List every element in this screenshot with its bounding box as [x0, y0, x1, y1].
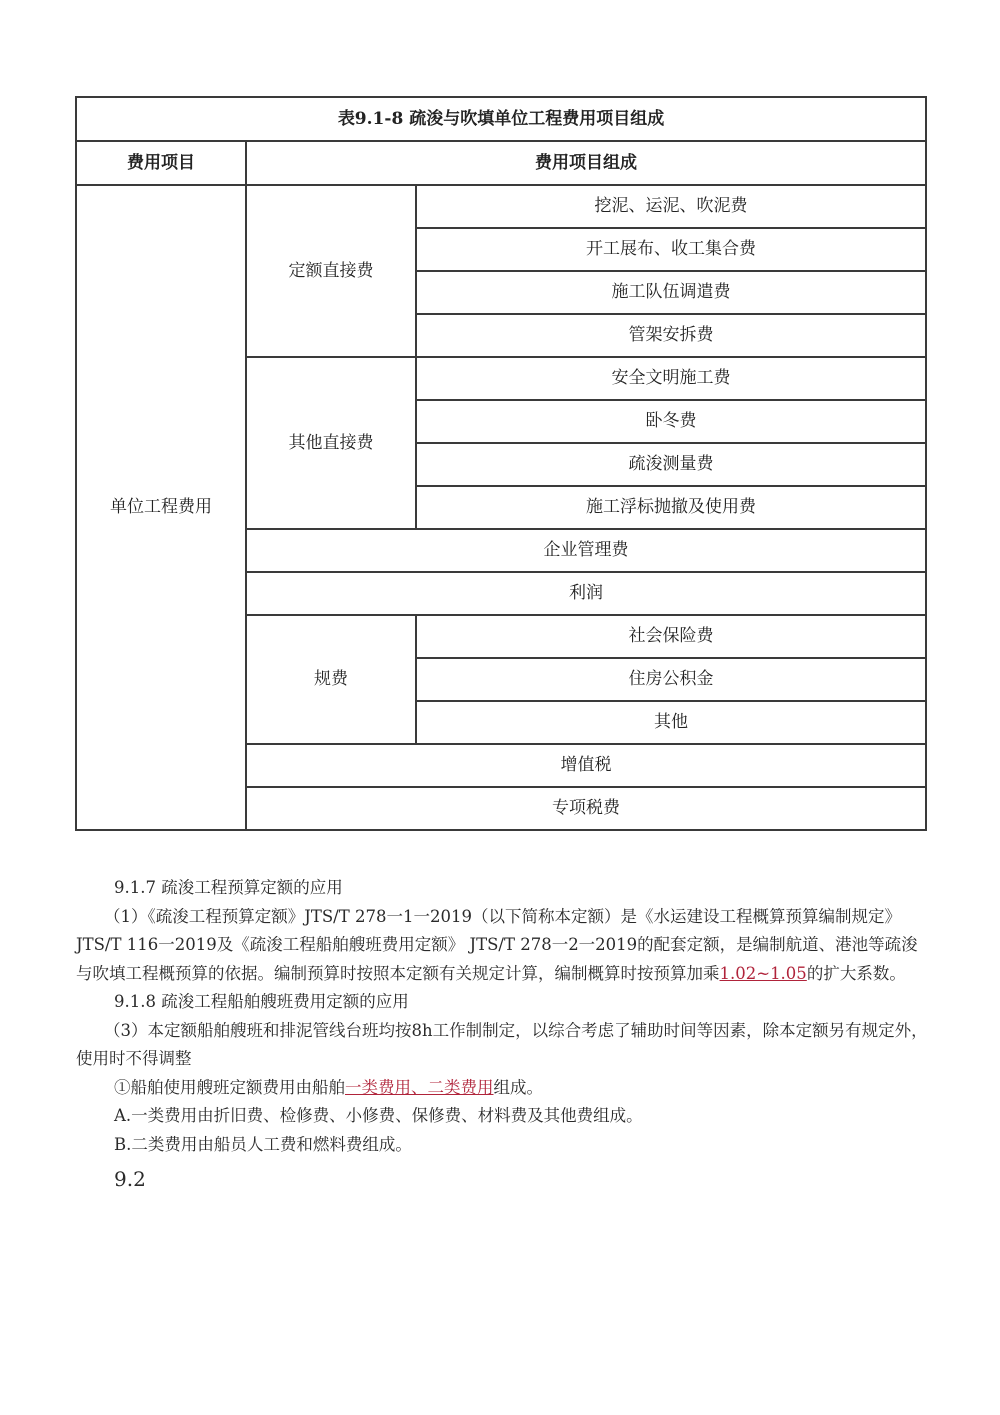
table-cell: 施工浮标抛撤及使用费 — [416, 486, 926, 529]
paragraph-1-tail: 的扩大系数。 — [806, 963, 906, 983]
table-cell: 安全文明施工费 — [416, 357, 926, 400]
main-item-cell: 单位工程费用 — [76, 185, 246, 830]
table-title: 表9.1-8 疏浚与吹填单位工程费用项目组成 — [76, 97, 926, 141]
table-cell: 住房公积金 — [416, 658, 926, 701]
table-cell-vat: 增值税 — [246, 744, 926, 787]
body-text — [76, 874, 928, 1194]
paragraph-3 — [76, 1074, 928, 1103]
table-cell-enterprise-fee: 企业管理费 — [246, 529, 926, 572]
paragraph-b: B.二类费用由船员人工费和燃料费组成。 — [114, 1134, 412, 1154]
table-cell: 其他 — [416, 701, 926, 744]
table-cell: 疏浚测量费 — [416, 443, 926, 486]
cost-composition-table — [75, 96, 927, 831]
table-cell: 管架安拆费 — [416, 314, 926, 357]
highlight-coefficient: 1.02~1.05 — [719, 963, 807, 983]
group-quota-direct-cost: 定额直接费 — [246, 185, 416, 357]
table-cell-profit: 利润 — [246, 572, 926, 615]
table-cell: 施工队伍调遣费 — [416, 271, 926, 314]
heading-9-1-8: 9.1.8 疏浚工程船舶艘班费用定额的应用 — [114, 992, 409, 1011]
table-cell: 开工展布、收工集合费 — [416, 228, 926, 271]
table-cell: 挖泥、运泥、吹泥费 — [416, 185, 926, 228]
column-header-composition: 费用项目组成 — [246, 141, 926, 185]
highlight-cost-types: 一类费用、二类费用 — [345, 1077, 494, 1097]
heading-9-1-7: 9.1.7 疏浚工程预算定额的应用 — [114, 878, 343, 897]
group-statutory-fees: 规费 — [246, 615, 416, 744]
table-cell-special-tax: 专项税费 — [246, 787, 926, 830]
paragraph-3-tail: 组成。 — [493, 1077, 543, 1097]
table-cell: 卧冬费 — [416, 400, 926, 443]
table-cell: 社会保险费 — [416, 615, 926, 658]
paragraph-3-text: ①船舶使用艘班定额费用由船舶 — [114, 1077, 345, 1097]
paragraph-2: （3）本定额船舶艘班和排泥管线台班均按8h工作制制定，以综合考虑了辅助时间等因素，除本定额另有规定外，使用时不得调整 — [76, 1020, 928, 1068]
paragraph-a: A.一类费用由折旧费、检修费、小修费、保修费、材料费及其他费组成。 — [114, 1106, 643, 1125]
column-header-cost-item: 费用项目 — [76, 141, 246, 185]
paragraph-1 — [76, 903, 928, 989]
heading-9-2: 9.2 — [114, 1167, 146, 1191]
paragraph-1-text: （1）《疏浚工程预算定额》JTS/T 278一1一2019（以下简称本定额）是《水运建设工程概算预算编制规定》JTS/T 116一2019及《疏浚工程船舶艘班费用定额》 JTS/T 278一2一2019的配套定额，是编制航道、港池等疏浚与吹填工程概预算的依据。编制预算时按照本定额有关规定计算，编制概算时按预算加乘 — [76, 906, 918, 983]
group-other-direct-cost: 其他直接费 — [246, 357, 416, 529]
